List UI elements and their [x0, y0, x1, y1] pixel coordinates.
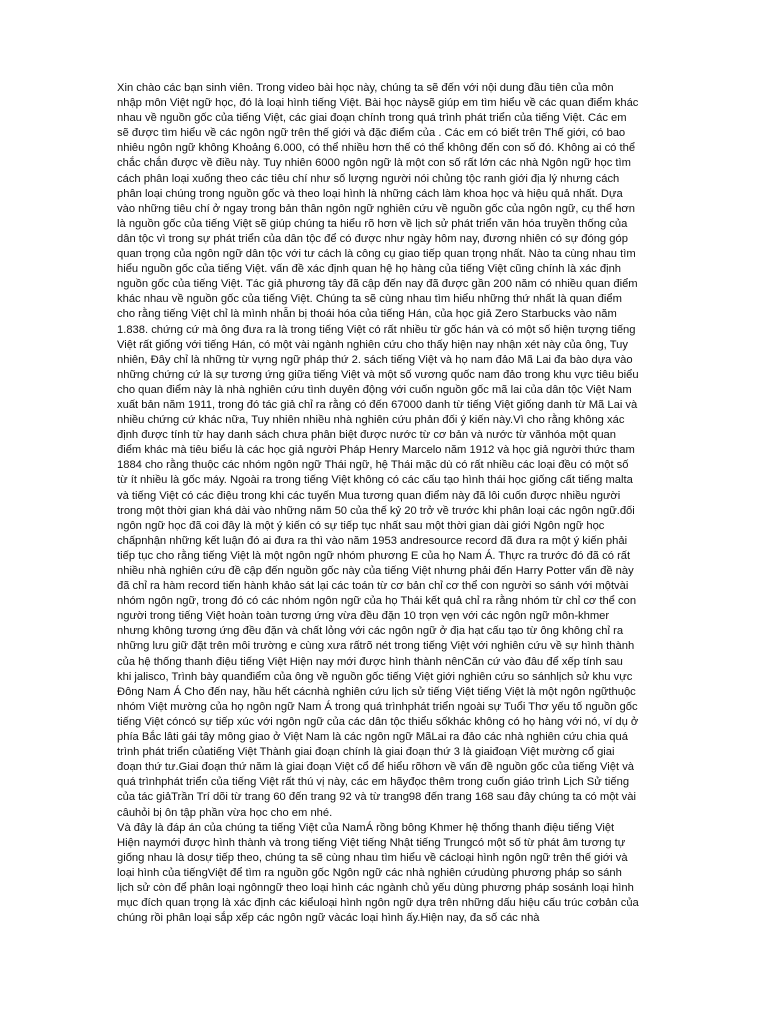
document-page	[117, 81, 640, 926]
paragraph-1: Xin chào các bạn sinh viên. Trong video bài học này, chúng ta sẽ đến với nội dung đầu tiên của môn nhập môn Việt ngữ học, đó là loại hình tiếng Việt. Bài học nàysẽ giúp em tìm hiểu về các quan điểm khác nhau về nguồn gốc của tiếng Việt, các giai đoạn chính trong quá trình phát triển của tiếng Việt. Các em sẽ được tìm hiểu về các ngôn ngữ trên thế giới và đặc điểm của . Các em có biết trên Thế giới, có bao nhiêu ngôn ngữ không Khoảng 6.000, có thể nhiều hơn thế có thể không đến con số đó. Không ai có thể chắc chắn được về điều này. Tuy nhiên 6000 ngôn ngữ là một con số rất lớn các nhà Ngôn ngữ học tìm cách phân loại xuống theo các tiêu chí như số lượng người nói chủng tộc ranh giới địa lý nhưng cách phân loại chúng trong nguồn gốc và theo loại hình là những cách làm khoa học và hiệu quả nhất. Dựa vào những tiêu chí ở ngay trong bản thân ngôn ngữ nghiên cứu về nguồn gốc của ngôn ngữ, cụ thể hơn là nguồn gốc của tiếng Việt sẽ giúp chúng ta hiểu rõ hơn về lịch sử phát triển văn hóa truyền thống của dân tộc vì trong sự phát triển của dân tộc để có được như ngày hôm nay, đương nhiên có sự đóng góp quan trọng của ngôn ngữ dân tộc với tư cách là công cụ giao tiếp quan trọng nhất. Nào ta cùng nhau tìm hiểu nguồn gốc của tiếng Việt. vấn đề xác định quan hệ họ hàng của tiếng Việt cũng chính là xác định nguồn gốc của tiếng Việt. Tác giả phương tây đã cập đến nay đã được gần 200 năm có nhiều quan điểm khác nhau về nguồn gốc của tiếng Việt. Chúng ta sẽ cùng nhau tìm hiểu những thứ nhất là quan điểm cho rằng tiếng Việt chỉ là mình nhẫn bị thoái hóa của tiếng Hán, của học giả Zero Starbucks vào năm 1.838. chứng cứ mà ông đưa ra là trong tiếng Việt có rất nhiều từ gốc hán và có một số hiện tượng tiếng Việt rất giống với tiếng Hán, có một vài ngành nghiên cứu cho thấy hiện nay nhận xét này của ông, Tuy nhiên, Đây chỉ là những từ vựng ngữ pháp thứ 2. sách tiếng Việt và họ nam đảo Mã Lai đa bào dựa vào những chứng cứ là sự tương ứng giữa tiếng Việt và một số vương quốc nam đảo trong khu vực tiêu biểu cho quan điểm này là nhà nghiên cứu tình duyên động với cuốn nguồn gốc mã lai của dân tộc Việt Nam xuất bản năm 1911, trong đó tác giả chỉ ra rằng có đến 67000 danh từ tiếng Việt giống danh từ Mã Lai và nhiều chứng cứ khác nữa, Tuy nhiên nhiều nhà nghiên cứu phản đối ý kiến này.Vì cho rằng không xác định được tính từ hay danh sách chưa phân biệt được nước từ cơ bản và nước từ vănhóa một quan điểm khác mà tiêu biểu là các học giả người Pháp Henry Marcelo năm 1912 và học giả người thức tham 1884 cho rằng thuộc các nhóm ngôn ngữ Thái ngữ, hệ Thái mặc dù có rất nhiều các loại đều có một số từ ít nhiều là gốc máy. Ngoài ra trong tiếng Việt không có các cấu tạo hình thái học giống cất tiếng malta và tiếng Việt có các điệu trong khi các tuyến Mua tương quan điểm này đã lôi cuốn được nhiều người trong một thời gian khá dài vào những năm 50 của thế kỷ 20 trở về trước khi phân loại các ngôn ngữ.đối ngôn ngữ học đã coi đây là một ý kiến có sự tiếp tục nhất sau một thời gian dài giới Ngôn ngữ học chấpnhận những kết luận đó ai đưa ra thì vào năm 1953 andresource record đã đưa ra một ý kiến phải tiếp tục cho rằng tiếng Việt là một ngôn ngữ nhóm phương E của họ Nam Á. Thực ra trước đó đã có rất nhiều nhà nghiên cứu đề cập đến nguồn gốc này của tiếng Việt nhưng phải đến Harry Potter vấn đề này đã chỉ ra hàm record tiến hành khảo sát lại các toán từ cơ bản chỉ cơ thể con người so sánh với mộtvài nhóm ngôn ngữ, trong đó có các nhóm ngôn ngữ của họ Thái kết quả chỉ ra rằng nhóm từ chỉ cơ thể con người trong tiếng Việt hoàn toàn tương ứng vừa đều đặn 10 trọn vẹn với các ngôn ngữ môn-khmer nhưng không tương ứng đều đặn và chất lỏng với các ngôn ngữ ở địa hạt cấu tạo từ ông không chỉ ra những lưu giữ đặt trên môi trường e cùng xưa rấtrõ nét trong tiếng Việt với nghiên cứu về sự hình thành của hệ thống thanh điệu tiếng Việt Hiện nay mới được hình thành nênCăn cứ vào đâu để xếp tính sau khi jalisco, Trình bày quanđiểm của ông về nguồn gốc tiếng Việt giới nghiên cứu so sánhlịch sử khu vực Đông Nam Á Cho đến nay, hầu hết cácnhà nghiên cứu lịch sử tiếng Việt tiếng Việt là một ngôn ngữthuộc nhóm Việt mường của họ ngôn ngữ Nam Á trong quá trìnhphát triển ngoài sự Tuổi Thơ yếu tố nguồn gốc tiếng Việt cóncó sự tiếp xúc với ngôn ngữ của các dân tộc thiểu sốkhác không có họ hàng với nó, ví dụ ở phía Bắc lâti gái tây mông giao ở Việt Nam là các ngôn ngữ MãLai ra đảo các nhà nghiên cứu chia quá trình phát triển củatiếng Việt Thành giai đoạn chính là giai đoạn thứ 3 là giaiđoạn Việt mường cổ giai đoạn thứ tư.Giai đoạn thứ năm là giai đoạn Việt cổ để hiểu rõhơn về vấn đề nguồn gốc của tiếng Việt và quá trìnhphát triển của tiếng Việt rất thú vị này, các em hãyđọc thêm trong cuốn giáo trình Lịch Sử tiếng của tác giảTrần Trí dõi từ trang 60 đến trang 92 và từ trang98 đến trang 168 sau đây chúng ta có một vài câuhỏi bị ôn tập phần vừa học cho em nhé.	[117, 82, 639, 819]
paragraph-2: Và đây là đáp án của chúng ta tiếng Việt của NamÁ rồng bông Khmer hệ thống thanh điệu tiếng Việt Hiện naymới được hình thành và trong tiếng Việt tiếng Nhật tiếng Trungcó một số từ phát âm tương tự giống nhau là dosự tiếp theo, chúng ta sẽ cùng nhau tìm hiểu về cácloại hình ngôn ngữ trên thế giới và loại hình của tiếngViệt để tìm ra nguồn gốc Ngôn ngữ các nhà nghiên cứudùng phương pháp so sánh lịch sử còn để phân loại ngônngữ theo loại hình các ngành chủ yếu dùng phương pháp sosánh loại hình mục đích quan trọng là xác định các kiểuloại hình ngôn ngữ dựa trên những dấu hiệu cấu trúc cơbản của chúng rồi phân loại sắp xếp các ngôn ngữ vàcác loại hình ấy.Hiện nay, đa số các nhà	[117, 821, 639, 925]
